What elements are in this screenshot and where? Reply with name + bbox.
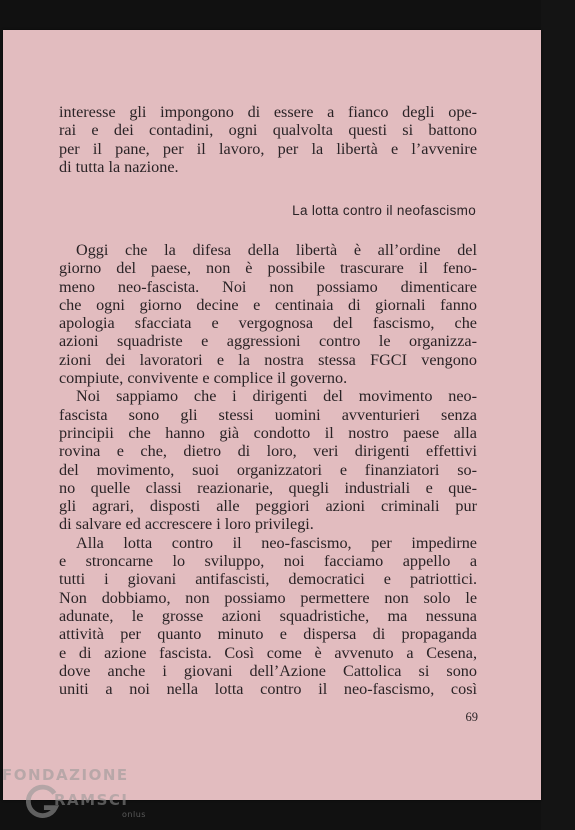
text-line: meno neo-fascista. Noi non possiamo dimenticare bbox=[59, 277, 477, 296]
watermark-subtext: onlus bbox=[122, 810, 146, 819]
text-line: gli agrari, disposti alle peggiori azioni criminali pur bbox=[59, 497, 477, 516]
text-line: e di azione fascista. Così come è avvenuto a Cesena, bbox=[59, 643, 477, 662]
text-line: Noi sappiamo che i dirigenti del movimento neo- bbox=[76, 387, 477, 406]
watermark-text: RAMSCI bbox=[54, 791, 129, 809]
text-line: attività per quanto minuto e dispersa di propaganda bbox=[59, 625, 477, 644]
text-line: compiute, convivente e complice il governo. bbox=[59, 369, 348, 388]
text-line: Alla lotta contro il neo-fascismo, per impedirne bbox=[76, 533, 477, 552]
text-line: del movimento, suoi organizzatori e finanziatori so- bbox=[59, 460, 477, 479]
text-line: Non dobbiamo, non possiamo permettere non solo le bbox=[59, 588, 477, 607]
text-line: Oggi che la difesa della libertà è all’ordine del bbox=[76, 241, 477, 259]
paragraph-continuation bbox=[59, 103, 477, 176]
text-line: no quelle classi reazionarie, quegli industriali e que- bbox=[59, 478, 477, 497]
text-line: di tutta la nazione. bbox=[59, 157, 179, 176]
text-line: adunate, le grosse azioni squadristiche, ma nessuna bbox=[59, 606, 477, 625]
text-line: zioni dei lavoratori e la nostra stessa FGCI vengono bbox=[59, 350, 477, 369]
text-line: azioni squadriste e aggressioni contro le organizza- bbox=[59, 332, 477, 351]
text-line: dove anche i giovani dell’Azione Cattolica si sono bbox=[59, 661, 477, 680]
text-line: uniti a noi nella lotta contro il neo-fascismo, così bbox=[59, 680, 477, 699]
text-line: fascista sono gli stessi uomini avventurieri senza bbox=[59, 405, 477, 424]
text-line: per il pane, per il lavoro, per la libertà e l’avvenire bbox=[59, 139, 477, 158]
body-text bbox=[59, 241, 477, 698]
text-line: rovina e che, dietro di loro, veri dirigenti effettivi bbox=[59, 442, 477, 461]
text-line: e stroncarne lo sviluppo, noi facciamo appello a bbox=[59, 552, 477, 571]
page-number: 69 bbox=[465, 710, 478, 724]
text-line: principii che hanno già condotto il nostro paese alla bbox=[59, 423, 477, 442]
text-line: giorno del paese, non è possibile trascurare il feno- bbox=[59, 259, 477, 278]
watermark-text: FONDAZIONE bbox=[2, 766, 129, 784]
scan-background-edge bbox=[541, 0, 575, 830]
text-line: di salvare ed accrescere i loro privilegi. bbox=[59, 515, 314, 534]
section-heading: La lotta contro il neofascismo bbox=[292, 203, 476, 218]
text-line: tutti i giovani antifascisti, democratici e patriottici. bbox=[59, 570, 477, 589]
text-line: rai e dei contadini, ogni qualvolta questi si battono bbox=[59, 121, 477, 140]
text-line: apologia sfacciata e vergognosa del fascismo, che bbox=[59, 314, 477, 333]
text-line: che ogni giorno decine e centinaia di giornali fanno bbox=[59, 295, 477, 314]
watermark-logo bbox=[2, 766, 152, 826]
text-line: interesse gli impongono di essere a fianco degli ope- bbox=[59, 103, 477, 121]
